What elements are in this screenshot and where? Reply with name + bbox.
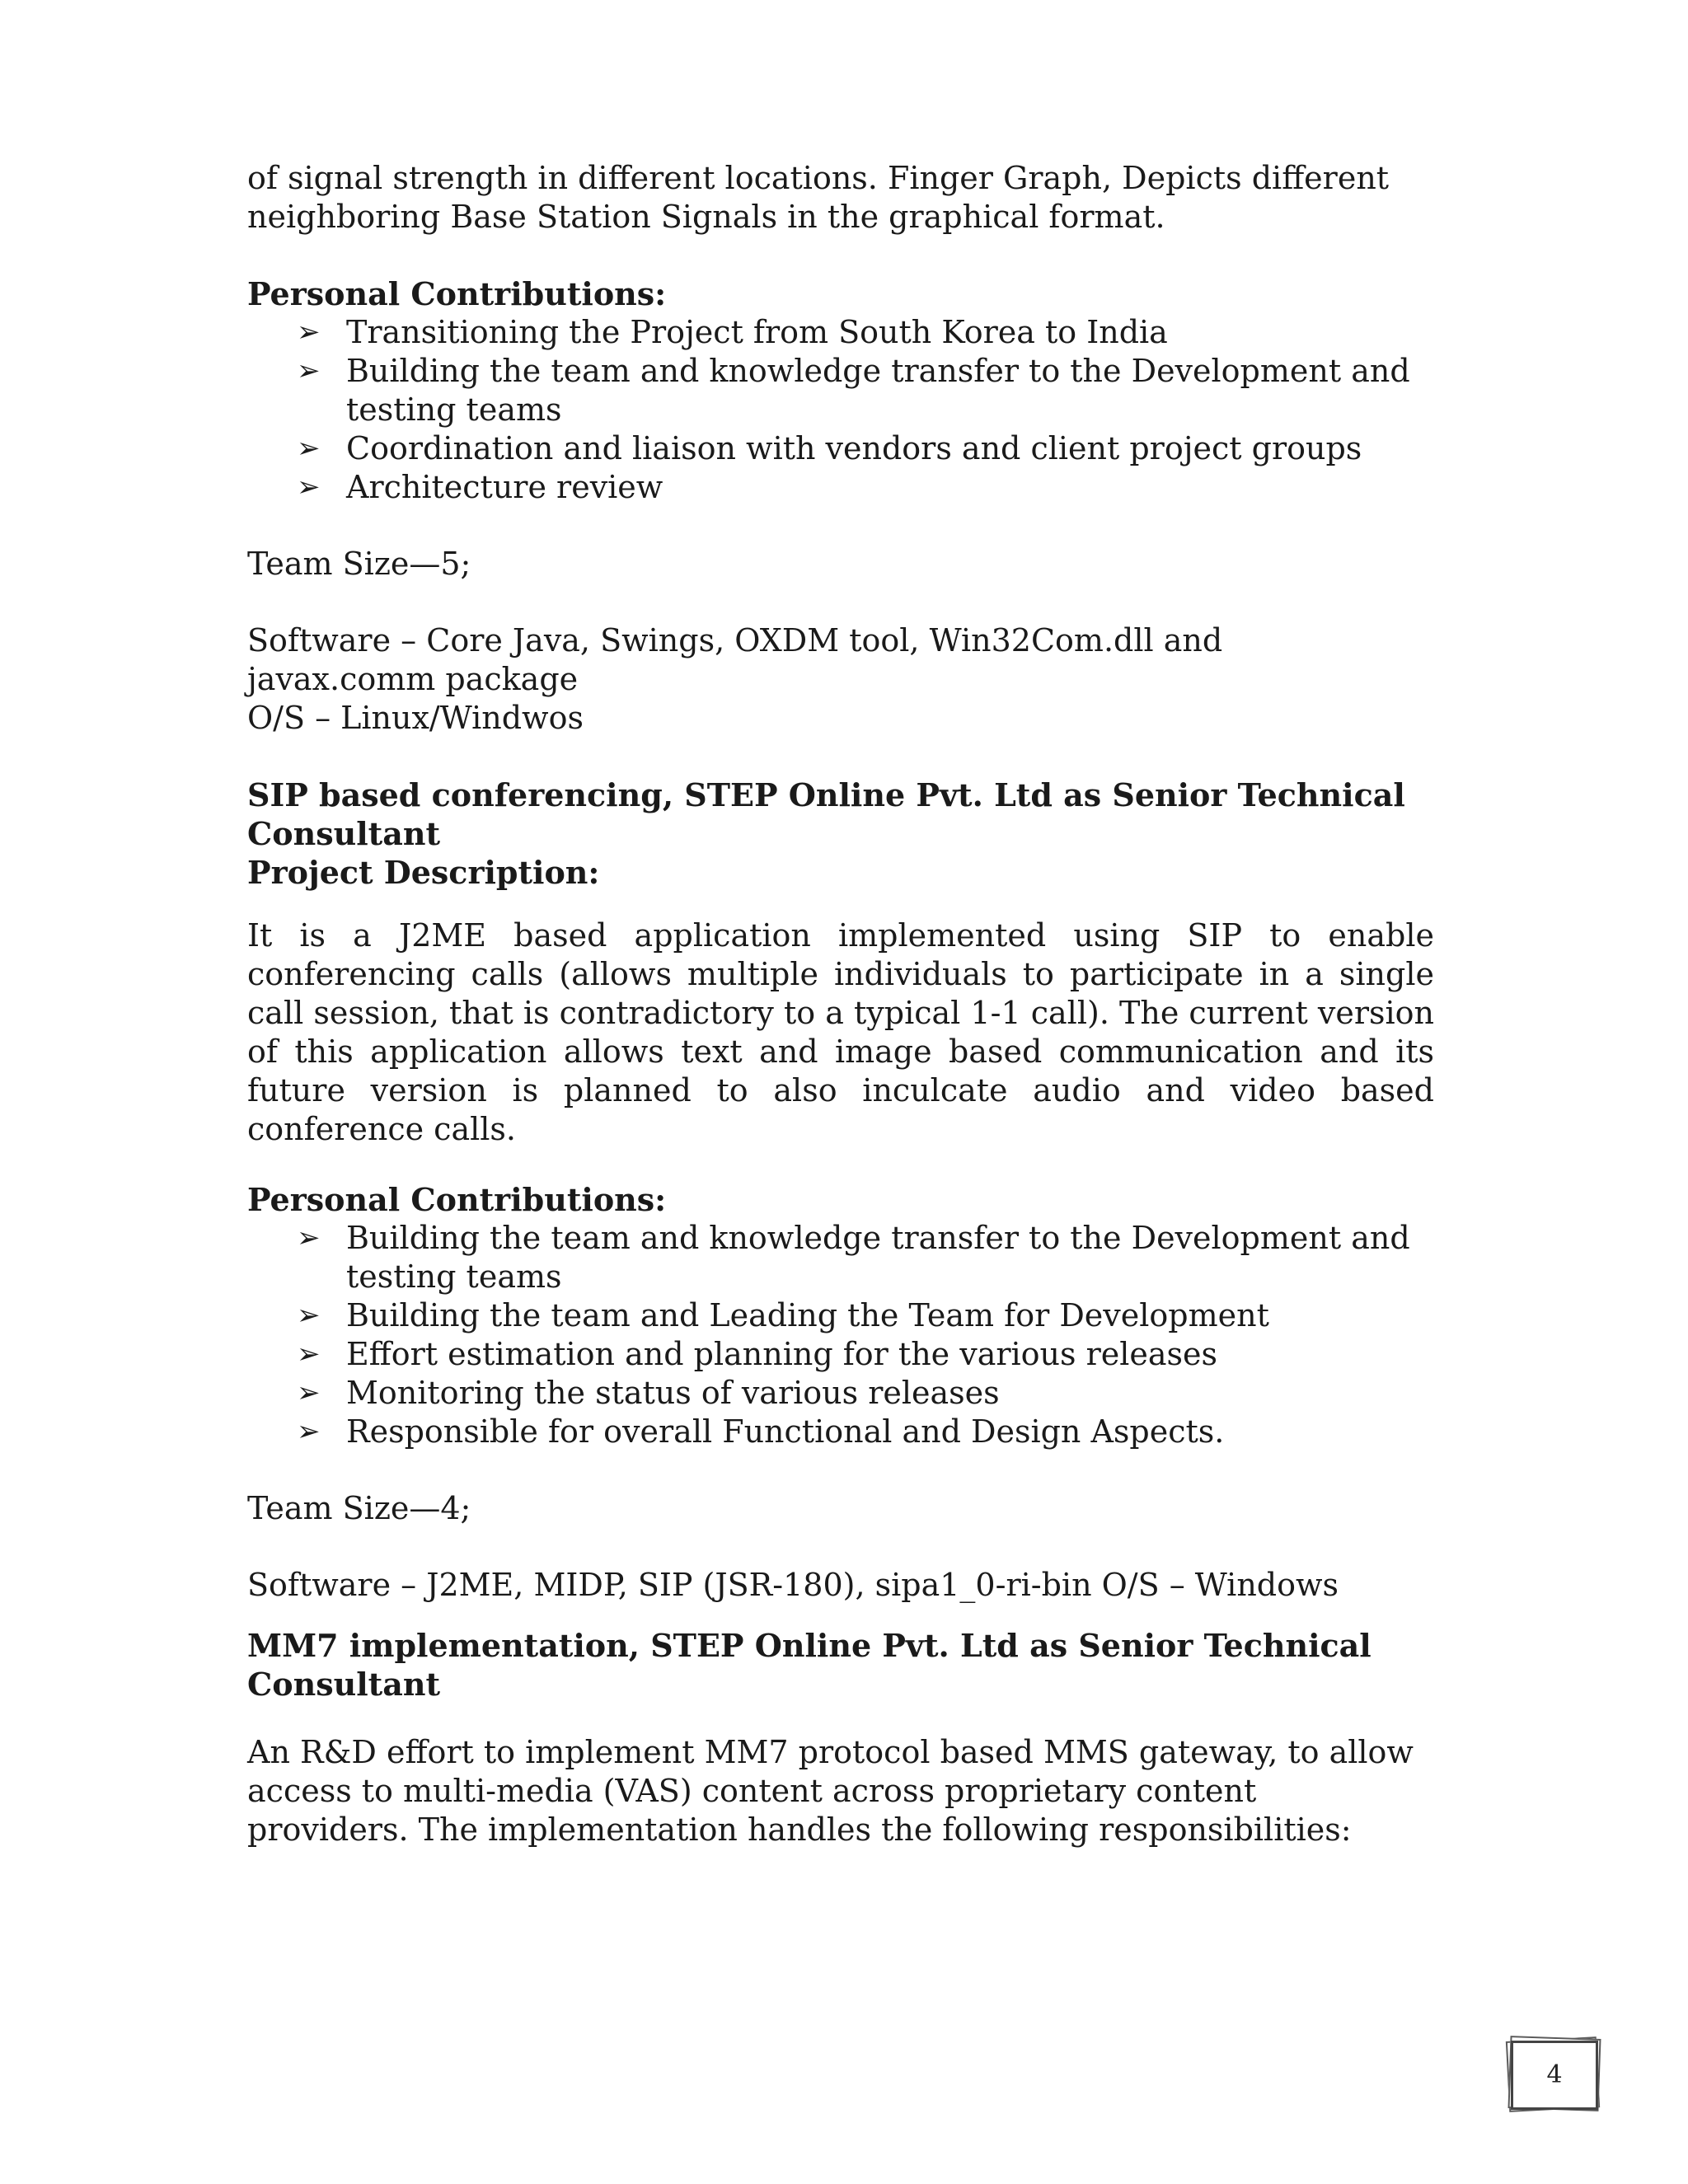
team-size: Team Size—4; xyxy=(247,1490,471,1526)
list-item-text: Transitioning the Project from South Korea to India xyxy=(346,314,1168,350)
intro-line: of signal strength in different locations. Finger Graph, Depicts different xyxy=(247,160,1390,196)
project-title: MM7 implementation, STEP Online Pvt. Ltd as Senior Technical Consultant xyxy=(247,1627,1372,1703)
list-item xyxy=(297,429,1434,468)
intro-line: neighboring Base Station Signals in the graphical format. xyxy=(247,199,1165,235)
arrow-bullet-icon: ➢ xyxy=(297,1299,321,1332)
page-content xyxy=(247,159,1434,1849)
list-item-text: Building the team and knowledge transfer to the Development and testing teams xyxy=(346,353,1410,428)
arrow-bullet-icon: ➢ xyxy=(297,1376,321,1409)
list-item-text: Responsible for overall Functional and Design Aspects. xyxy=(346,1413,1225,1450)
software-line: Software – Core Java, Swings, OXDM tool, Win32Com.dll and xyxy=(247,622,1223,658)
os-line: O/S – Linux/Windwos xyxy=(247,700,584,736)
contributions-list xyxy=(247,313,1434,507)
list-item xyxy=(297,313,1434,352)
software-line: Software – J2ME, MIDP, SIP (JSR-180), sipa1_0-ri-bin O/S – Windows xyxy=(247,1567,1339,1603)
arrow-bullet-icon: ➢ xyxy=(297,1415,321,1448)
page-number: 4 xyxy=(1546,2060,1563,2089)
list-item xyxy=(297,1335,1434,1374)
project-description-line: providers. The implementation handles the following responsibilities: xyxy=(247,1811,1352,1848)
arrow-bullet-icon: ➢ xyxy=(297,432,321,465)
list-item-text: Effort estimation and planning for the various releases xyxy=(346,1336,1218,1372)
arrow-bullet-icon: ➢ xyxy=(297,471,321,504)
section-heading: Project Description: xyxy=(247,854,600,891)
list-item-text: Architecture review xyxy=(346,469,663,505)
project-description: It is a J2ME based application implemented using SIP to enable conferencing calls (allows multiple individuals to participate in a single call session, that is contradictory to a typical 1-1 call). The current version of this application allows text and image based communication and its future version is planned to also inculcate audio and video based conference calls. xyxy=(247,917,1434,1147)
section-heading: Personal Contributions: xyxy=(247,1181,667,1218)
list-item xyxy=(297,1374,1434,1413)
project-title: SIP based conferencing, STEP Online Pvt. Ltd as Senior Technical Consultant xyxy=(247,776,1405,852)
list-item xyxy=(297,352,1434,429)
arrow-bullet-icon: ➢ xyxy=(297,1338,321,1371)
team-size: Team Size—5; xyxy=(247,546,471,582)
arrow-bullet-icon: ➢ xyxy=(297,316,321,349)
list-item xyxy=(297,1413,1434,1451)
section-heading: Personal Contributions: xyxy=(247,275,667,312)
project-description-line: An R&D effort to implement MM7 protocol based MMS gateway, to allow xyxy=(247,1734,1414,1770)
list-item-text: Building the team and knowledge transfer to the Development and testing teams xyxy=(346,1220,1410,1295)
list-item-text: Building the team and Leading the Team for Development xyxy=(346,1297,1269,1333)
project-description-line: access to multi-media (VAS) content across proprietary content xyxy=(247,1773,1257,1809)
contributions-list xyxy=(247,1219,1434,1451)
list-item xyxy=(297,1296,1434,1335)
software-line: javax.comm package xyxy=(247,661,579,697)
page-number-box xyxy=(1504,2034,1603,2115)
list-item xyxy=(297,1219,1434,1296)
list-item-text: Monitoring the status of various releases xyxy=(346,1375,1000,1411)
arrow-bullet-icon: ➢ xyxy=(297,354,321,387)
arrow-bullet-icon: ➢ xyxy=(297,1221,321,1254)
list-item xyxy=(297,468,1434,507)
list-item-text: Coordination and liaison with vendors and client project groups xyxy=(346,430,1362,466)
